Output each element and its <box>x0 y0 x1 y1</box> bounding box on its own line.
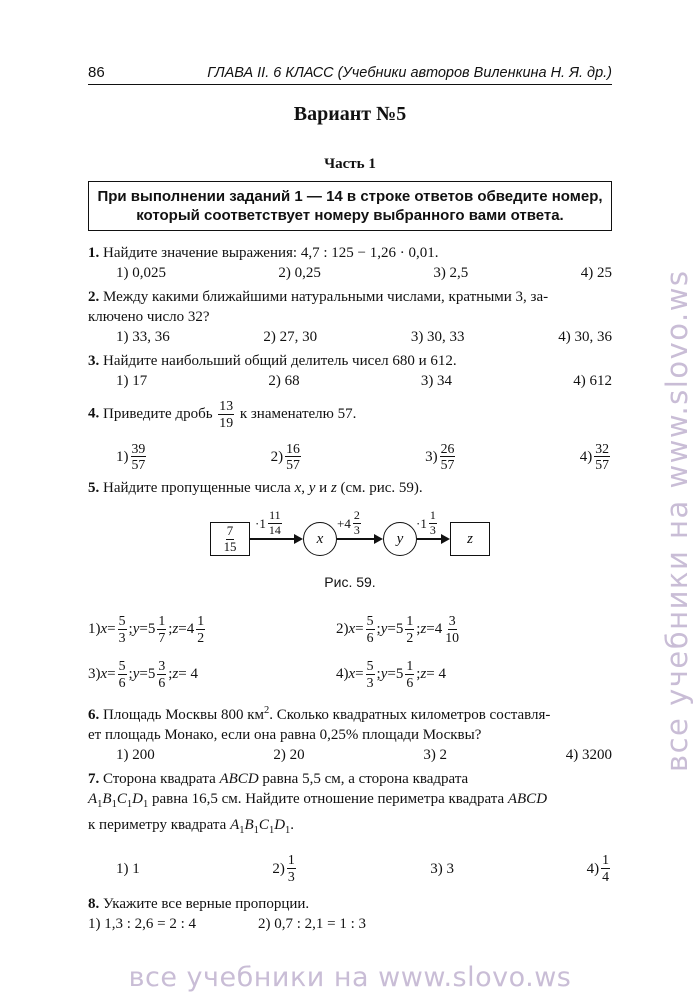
end-box: z <box>450 522 490 556</box>
fraction: $\frac{1}{2}$ <box>406 613 414 645</box>
answer-option: 1) $\frac{39}{57}$ <box>116 440 146 473</box>
answer-option: 1) 0,025 <box>116 265 166 281</box>
task-number: 5. <box>88 480 100 497</box>
task-number: 4. <box>88 405 100 422</box>
stem-line: ет площадь Монако, если она равна 0,25% площади Москвы? <box>88 727 482 744</box>
fraction: $\frac{1}{3}$ <box>287 852 295 885</box>
task-stem <box>88 287 612 327</box>
task-3 <box>88 351 612 391</box>
fraction: $\frac{5}{3}$ <box>366 657 374 690</box>
answer-options <box>88 745 612 765</box>
answer-option: 1) 1,3 : 2,6 = 2 : 4 <box>88 915 197 932</box>
stem-line: Приведите дробь $\frac{13}{19}$ к знаменателю 57. <box>103 398 357 430</box>
answer-option: 4) 30, 36 <box>558 329 612 345</box>
fraction: $\frac{11}{14}$ <box>268 508 281 538</box>
operation-label-3: ·1 $\frac{1}{3}$ <box>416 508 436 538</box>
arrowhead-3 <box>441 534 450 544</box>
answer-options <box>88 914 612 934</box>
instruction-line: который соответствует номеру выбранного вами ответа. <box>136 207 564 224</box>
task-stem <box>88 478 612 498</box>
fraction: $\frac{1}{3}$ <box>429 508 436 538</box>
mixed-number: 5 $\frac{3}{6}$ <box>147 657 166 690</box>
answer-option: 3) 2 <box>423 747 448 764</box>
answer-option: 2) 0,25 <box>278 265 321 281</box>
fraction: $\frac{2}{3}$ <box>353 508 360 538</box>
operation-label-1: ·1 $\frac{11}{14}$ <box>255 508 281 538</box>
fraction: $\frac{26}{57}$ <box>440 440 455 473</box>
fraction: $\frac{1}{7}$ <box>158 613 166 645</box>
figure-caption: Рис. 59. <box>324 574 376 591</box>
answer-option: 3) $\frac{26}{57}$ <box>425 440 455 473</box>
mixed-number: 5 $\frac{1}{6}$ <box>395 657 414 690</box>
task-number: 3. <box>88 353 100 369</box>
answer-option: 4) 612 <box>573 373 612 389</box>
variant-title: Вариант №5 <box>293 103 407 125</box>
answer-option: 1) 33, 36 <box>116 329 170 345</box>
fraction: $\frac{3}{10}$ <box>445 613 460 645</box>
instruction-line: При выполнении заданий 1 — 14 в строке ответов обведите номер, <box>97 188 603 205</box>
answer-option: 4) 25 <box>580 265 612 281</box>
mixed-number: 4 $\frac{3}{10}$ <box>434 613 460 645</box>
task-1 <box>88 243 612 283</box>
answer-option: 2) $\frac{1}{3}$ <box>272 852 295 885</box>
task-5 <box>88 478 612 689</box>
task-stem <box>88 701 612 745</box>
node-y: y <box>383 522 417 556</box>
task-number: 2. <box>88 289 100 305</box>
fraction: $\frac{1}{2}$ <box>197 613 205 645</box>
answer-options <box>88 371 612 391</box>
fraction: $\frac{1}{6}$ <box>406 657 414 690</box>
answer-option: 2) x = $\frac{5}{6}$ ; y = 5 $\frac{1}{2}$ ; z = 4 $\frac{3}{10}$ <box>336 614 612 645</box>
fraction: $\frac{13}{19}$ <box>219 398 234 430</box>
arrowhead-2 <box>374 534 383 544</box>
answer-options <box>88 442 612 473</box>
answer-option: 4) $\frac{1}{4}$ <box>586 852 609 885</box>
fraction: $\frac{1}{4}$ <box>602 852 609 885</box>
arrowhead-1 <box>294 534 303 544</box>
task-8 <box>88 894 612 934</box>
stem-line: Найдите пропущенные числа x, y и z (см. рис. 59). <box>103 480 423 497</box>
arrow-1 <box>250 538 295 540</box>
fraction: $\frac{39}{57}$ <box>131 440 146 473</box>
answer-option: 1) 17 <box>116 373 148 389</box>
start-box <box>210 522 250 556</box>
fraction: $\frac{16}{57}$ <box>286 440 300 473</box>
answer-option: 1) x = $\frac{5}{3}$ ; y = 5 $\frac{1}{7}$ ; z = 4 $\frac{1}{2}$ <box>88 614 336 645</box>
answer-option: 3) 34 <box>420 373 453 389</box>
fraction: $\frac{3}{6}$ <box>158 657 166 690</box>
task-stem <box>88 769 612 841</box>
stem-line: $A_1B_1C_1D_1$ равна 16,5 см. Найдите отношение периметра квадрата ABCD <box>88 791 548 811</box>
answer-option: 3) 3 <box>430 860 455 877</box>
task-stem <box>88 351 612 371</box>
stem-line: Между какими ближайшими натуральными числами, кратными 3, за- <box>103 289 549 305</box>
answer-option: 4) x = $\frac{5}{3}$ ; y = 5 $\frac{1}{6}$ ; z = 4 <box>336 657 446 690</box>
answer-options <box>88 263 612 283</box>
flow-diagram <box>210 508 490 564</box>
fraction: $\frac{5}{6}$ <box>118 657 126 690</box>
answer-option: 2) 0,7 : 2,1 = 1 : 3 <box>258 915 367 932</box>
answer-option: 2) 68 <box>268 373 300 389</box>
answer-option: 3) 30, 33 <box>410 329 465 345</box>
answer-option: 2) 27, 30 <box>263 329 318 345</box>
running-title: ГЛАВА II. 6 КЛАСС (Учебники авторов Виленкина Н. Я. др.) <box>207 65 612 81</box>
answer-options <box>88 614 612 689</box>
mixed-number: 5 $\frac{1}{2}$ <box>395 613 414 645</box>
instruction-box <box>88 181 612 231</box>
answer-option: 1) 200 <box>116 747 155 764</box>
page-number: 86 <box>88 64 105 81</box>
answer-options <box>88 853 612 884</box>
fraction: $\frac{32}{57}$ <box>595 440 609 473</box>
stem-line: Площадь Москвы 800 $км^2$. Сколько квадратных километров составля- <box>103 705 551 724</box>
textbook-page <box>88 64 612 934</box>
task-number: 7. <box>88 771 100 788</box>
answer-option: 2) $\frac{16}{57}$ <box>270 440 300 473</box>
task-4 <box>88 399 612 472</box>
stem-line: ключено число 32? <box>88 309 210 325</box>
task-2 <box>88 287 612 347</box>
task-number: 6. <box>88 707 100 724</box>
arrow-3 <box>417 538 442 540</box>
stem-line: Найдите значение выражения: 4,7 : 125 − 1,26 · 0,01. <box>103 245 439 261</box>
answer-option: 4) 3200 <box>565 747 612 764</box>
task-6 <box>88 701 612 765</box>
footer-watermark: все учебники на www.slovo.ws <box>128 962 572 993</box>
task-stem <box>88 894 612 914</box>
task-stem <box>88 399 612 430</box>
answer-option: 1) 1 <box>116 860 140 877</box>
answer-option: 2) 20 <box>273 747 305 764</box>
start-fraction: $\frac{7}{15}$ <box>223 523 237 554</box>
side-watermark: все учебники на www.slovo.ws <box>660 269 694 773</box>
arrow-2 <box>337 538 375 540</box>
stem-line: к периметру квадрата $A_1B_1C_1D_1$. <box>88 817 295 837</box>
task-number: 1. <box>88 245 100 261</box>
answer-option: 3) x = $\frac{5}{6}$ ; y = 5 $\frac{3}{6}$ ; z = 4 <box>88 657 198 690</box>
task-7 <box>88 769 612 884</box>
stem-line: Укажите все верные пропорции. <box>103 895 310 912</box>
answer-options <box>88 327 612 347</box>
fraction: $\frac{5}{6}$ <box>366 613 374 645</box>
running-header <box>88 64 612 85</box>
operation-label-2: +4 $\frac{2}{3}$ <box>337 508 360 538</box>
answer-option: 4) $\frac{32}{57}$ <box>579 440 609 473</box>
mixed-number: 5 $\frac{1}{7}$ <box>147 613 166 645</box>
stem-line: Сторона квадрата ABCD равна 5,5 см, а сторона квадрата <box>103 771 469 788</box>
task-stem <box>88 243 612 263</box>
fraction: $\frac{5}{3}$ <box>118 613 126 645</box>
mixed-number: 4 $\frac{1}{2}$ <box>186 613 205 645</box>
node-x: x <box>303 522 337 556</box>
task-number: 8. <box>88 895 100 912</box>
part-title: Часть 1 <box>324 156 376 172</box>
stem-line: Найдите наибольший общий делитель чисел 680 и 612. <box>103 353 457 369</box>
answer-option: 3) 2,5 <box>433 265 469 281</box>
